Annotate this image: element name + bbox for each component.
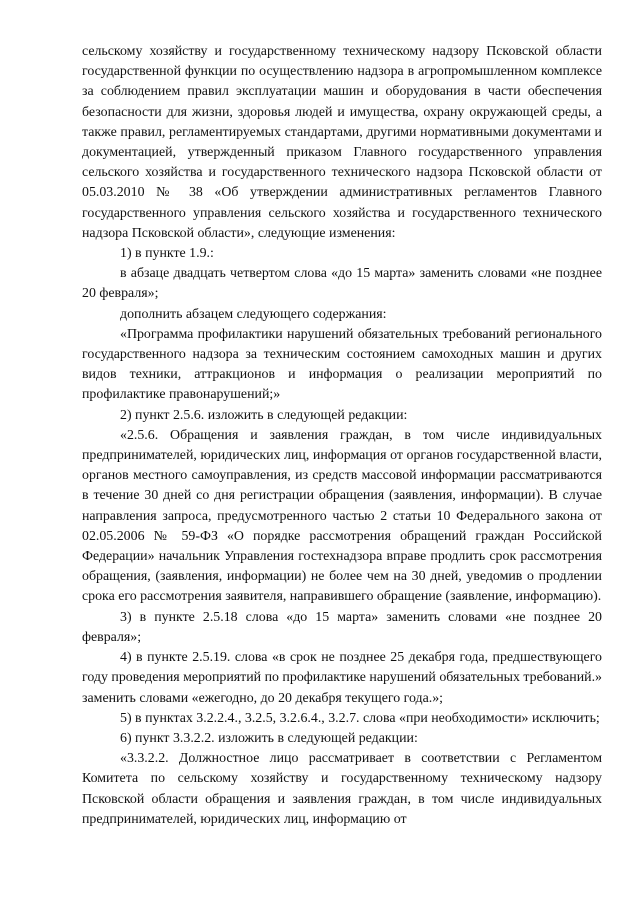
paragraph-item-1-a: в абзаце двадцать четвертом слова «до 15 марта» заменить словами «не позднее 20 февраля»; bbox=[82, 266, 602, 302]
paragraph-item-4: 4) в пункте 2.5.19. слова «в срок не позднее 25 декабря года, предшествующего году проведения мероприятий по профилактике нарушений обязательных требований.» заменить словами «ежегодно, до 20 декабря текущего года.»; bbox=[82, 650, 603, 706]
paragraph-item-3: 3) в пункте 2.5.18 слова «до 15 марта» заменить словами «не позднее 20 февраля»; bbox=[82, 609, 602, 645]
paragraph-item-6: 6) пункт 3.3.2.2. изложить в следующей редакции: bbox=[120, 730, 418, 746]
paragraph-item-1: 1) в пункте 1.9.: bbox=[120, 246, 214, 262]
paragraph-item-1-b: дополнить абзацем следующего содержания: bbox=[120, 306, 387, 322]
document-body bbox=[82, 42, 602, 830]
paragraph-quote-3-3-2-2: «3.3.2.2. Должностное лицо рассматривает в соответствии с Регламентом Комитета по сельскому хозяйству и государственному техническому надзору Псковской области обращения и заявления граждан, в том числе индивидуальных предпринимателей, юридических лиц, информацию от bbox=[82, 751, 602, 827]
paragraph-continuation: сельскому хозяйству и государственному техническому надзору Псковской области государственной функции по осуществлению надзора в агропромышленном комплексе за соблюдением правил эксплуатации машин и оборудования в части обеспечения безопасности для жизни, здоровья людей и имущества, охрану окружающей среды, а также правил, регламентируемых стандартами, другими нормативными документами и документацией, утвержденный приказом Главного государственного управления сельского хозяйства и государственного технического надзора Псковской области от 05.03.2010 № 38 «Об утверждении административных регламентов Главного государственного управления сельского хозяйства и государственного технического надзора Псковской области», следующие изменения: bbox=[82, 44, 602, 241]
paragraph-item-2: 2) пункт 2.5.6. изложить в следующей редакции: bbox=[120, 407, 408, 423]
paragraph-quote-program: «Программа профилактики нарушений обязательных требований регионального государственного надзора за техническим состоянием самоходных машин и других видов техники, аттракционов и информация о реализации мероприятий по профилактике правонарушений;» bbox=[82, 326, 602, 403]
paragraph-quote-2-5-6: «2.5.6. Обращения и заявления граждан, в том числе индивидуальных предпринимателей, юридических лиц, информация от органов государственной власти, органов местного самоуправления, из средств массовой информации рассматриваются в течение 30 дней со дня регистрации обращения (заявления, информации). В случае направления запроса, предусмотренного частью 2 статьи 10 Федерального закона от 02.05.2006 № 59-ФЗ «О порядке рассмотрения обращений граждан Российской Федерации» начальник Управления гостехнадзора вправе продлить срок рассмотрения обращения, (заявления, информации) не более чем на 30 дней, уведомив о продлении срока его рассмотрения заявителя, направившего обращение (заявление, информацию). bbox=[82, 427, 602, 605]
paragraph-item-5: 5) в пунктах 3.2.2.4., 3.2.5, 3.2.6.4., 3.2.7. слова «при необходимости» исключить; bbox=[120, 710, 600, 726]
